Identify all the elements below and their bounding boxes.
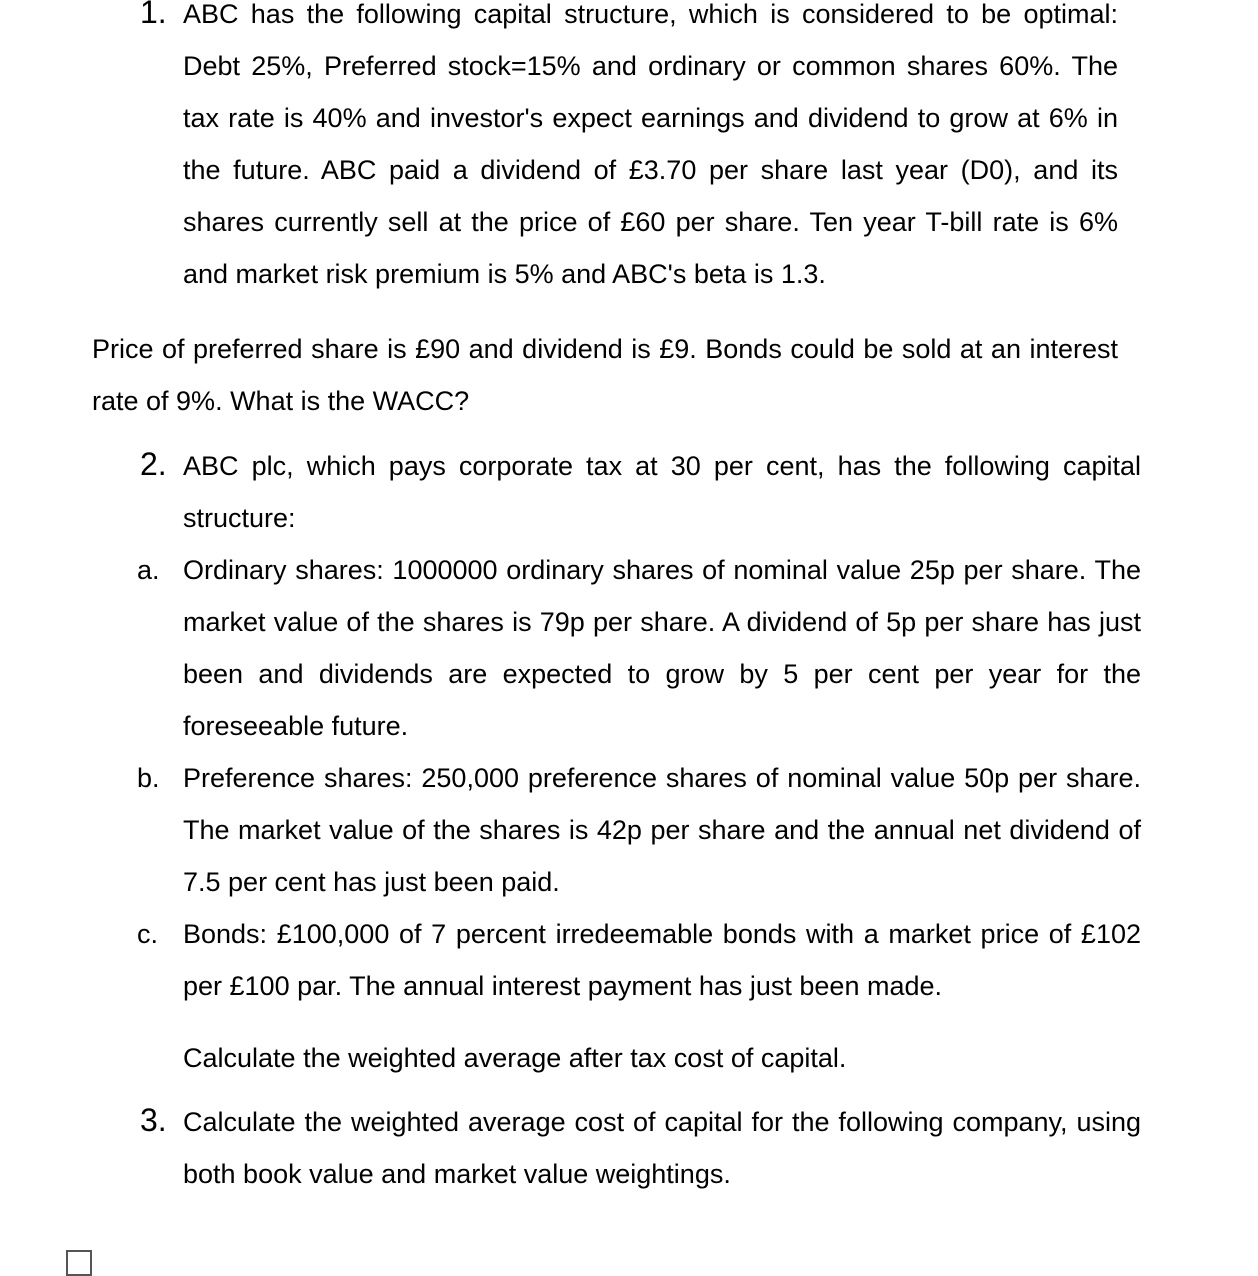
- question-1-continuation: Price of preferred share is £90 and dividend is £9. Bonds could be sold at an interest rate of 9%. What is the WACC?: [92, 334, 1118, 416]
- question-3-text: Calculate the weighted average cost of capital for the following company, using both book value and market value weightings.: [183, 1107, 1141, 1189]
- question-2-subitem-c: [137, 908, 1166, 1012]
- subitem-a-text: Ordinary shares: 1000000 ordinary shares of nominal value 25p per share. The market value of the shares is 79p per share. A dividend of 5p per share has just been and dividends are expected to grow by 5 per cent per year for the foreseeable future.: [183, 555, 1141, 741]
- question-1-text: ABC has the following capital structure, which is considered to be optimal: Debt 25%, Preferred stock=15% and ordinary or common shares 60%. The tax rate is 40% and investor's expect earnings and dividend to grow at 6% in the future. ABC paid a dividend of £3.70 per share last year (D0), and its shares currently sell at the price of £60 per share. Ten year T-bill rate is 6% and market risk premium is 5% and ABC's beta is 1.3.: [183, 0, 1118, 289]
- question-3-number: 3.: [140, 1102, 167, 1138]
- question-1-number: 1.: [140, 0, 167, 30]
- document-page: [92, 0, 1166, 1200]
- question-2-closing: Calculate the weighted average after tax cost of capital.: [183, 1043, 847, 1073]
- question-2-subitem-b: [137, 752, 1166, 908]
- question-1: [140, 0, 1166, 300]
- checkbox[interactable]: [66, 1250, 92, 1276]
- question-2-number: 2.: [140, 446, 167, 482]
- subitem-b-text: Preference shares: 250,000 preference shares of nominal value 50p per share. The market value of the shares is 42p per share and the annual net dividend of 7.5 per cent has just been paid.: [183, 763, 1141, 897]
- question-2: [140, 438, 1166, 544]
- subitem-a-letter: a.: [137, 555, 160, 585]
- question-2-subitem-a: [137, 544, 1166, 752]
- question-2-text: ABC plc, which pays corporate tax at 30 per cent, has the following capital structure:: [183, 451, 1141, 533]
- question-3: [140, 1094, 1166, 1200]
- subitem-c-letter: c.: [137, 919, 159, 949]
- subitem-b-letter: b.: [137, 763, 160, 793]
- subitem-c-text: Bonds: £100,000 of 7 percent irredeemable bonds with a market price of £102 per £100 par. The annual interest payment has just been made.: [183, 919, 1141, 1001]
